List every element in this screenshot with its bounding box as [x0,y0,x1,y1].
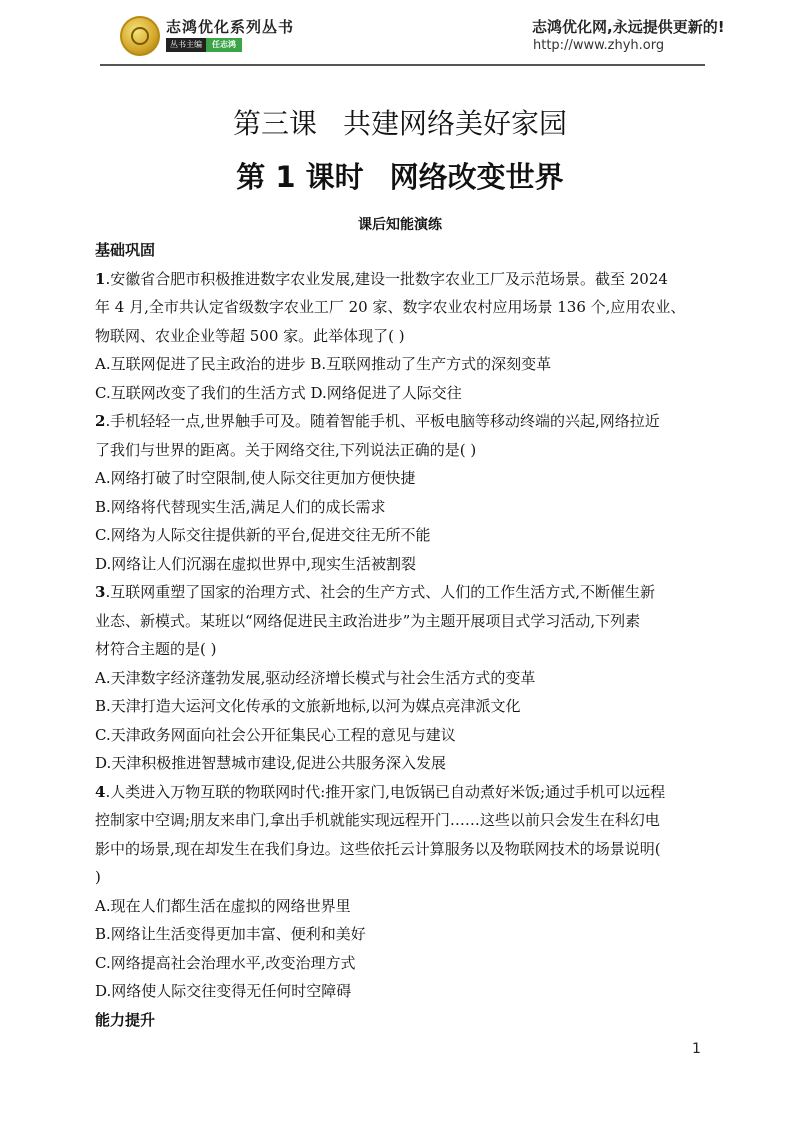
page-header [0,0,800,78]
lesson-number: 第三课 [232,107,317,140]
period-title [0,155,800,196]
question-stem-line: 年 4 月,全市共认定省级数字农业工厂 20 家、数字农业农村应用场景 136 个,应用农业、 [95,298,686,316]
question-stem-line: 材符合主题的是( ) [95,640,217,658]
answer-option: D.网络使人际交往变得无任何时空障碍 [95,982,352,1000]
question-number: 4 [95,782,106,801]
answer-option: A.互联网促进了民主政治的进步 B.互联网推动了生产方式的深刻变革 [95,355,552,373]
answer-option: B.天津打造大运河文化传承的文旅新地标,以河为媒点亮津派文化 [95,697,521,715]
answer-option: A.网络打破了时空限制,使人际交往更加方便快捷 [95,469,416,487]
page-number: 1 [692,1041,701,1057]
question-4 [95,778,710,1006]
question-stem-line: ) [95,868,101,886]
question-3 [95,578,710,778]
question-stem-line: 物联网、农业企业等超 500 家。此举体现了( ) [95,326,405,345]
answer-option: C.互联网改变了我们的生活方式 D.网络促进了人际交往 [95,383,462,402]
header-slogan: 志鸿优化网,永远提供更新的! [532,18,725,36]
question-number: 2 [95,412,106,430]
question-number: 1 [95,269,106,288]
answer-option: A.现在人们都生活在虚拟的网络世界里 [95,896,351,915]
question-stem-line: 1.安徽省合肥市积极推进数字农业发展,建设一批数字农业工厂及示范场景。截至 2024 [95,269,668,288]
answer-option: C.网络为人际交往提供新的平台,促进交往无所不能 [95,526,431,544]
lesson-name: 共建网络美好家园 [343,107,568,140]
answer-option: C.天津政务网面向社会公开征集民心工程的意见与建议 [95,725,456,744]
period-number: 第 1 课时 [236,160,364,194]
question-stem-line: 4.人类进入万物互联的物联网时代:推开家门,电饭锅已自动煮好米饭;通过手机可以远程 [95,782,666,801]
section-heading-basic: 基础巩固 [95,241,156,259]
question-2 [95,407,710,578]
question-stem-line: 控制家中空调;朋友来串门,拿出手机就能实现远程开门……这些以前只会发生在科幻电 [95,811,660,829]
series-logo-icon [120,16,160,56]
header-divider [100,64,705,66]
editor-badge [166,38,242,52]
editor-name: 任志鸿 [206,38,242,52]
exercise-section-title: 课后知能演练 [358,217,442,233]
answer-option: B.网络将代替现实生活,满足人们的成长需求 [95,497,386,516]
answer-option: C.网络提高社会治理水平,改变治理方式 [95,953,356,972]
exercise-content [95,236,710,1034]
question-stem-line: 影中的场景,现在却发生在我们身边。这些依托云计算服务以及物联网技术的场景说明( [95,839,661,858]
editor-label: 丛书主编 [166,38,206,52]
section-heading-advanced: 能力提升 [95,1010,156,1029]
question-1 [95,265,710,408]
question-number: 3 [95,583,106,601]
answer-option: D.网络让人们沉溺在虚拟世界中,现实生活被割裂 [95,554,417,573]
question-stem-line: 业态、新模式。某班以“网络促进民主政治进步”为主题开展项目式学习活动,下列素 [95,611,641,630]
answer-option: A.天津数字经济蓬勃发展,驱动经济增长模式与社会生活方式的变革 [95,668,536,687]
answer-option: B.网络让生活变得更加丰富、便利和美好 [95,925,366,943]
question-stem-line: 2.手机轻轻一点,世界触手可及。随着智能手机、平板电脑等移动终端的兴起,网络拉近 [95,412,660,430]
question-stem-line: 了我们与世界的距离。关于网络交往,下列说法正确的是( ) [95,440,477,459]
lesson-title [0,102,800,142]
period-name: 网络改变世界 [389,160,564,194]
header-url: http://www.zhyh.org [533,38,665,53]
answer-option: D.天津积极推进智慧城市建设,促进公共服务深入发展 [95,754,447,772]
series-title: 志鸿优化系列丛书 [166,18,295,36]
question-stem-line: 3.互联网重塑了国家的治理方式、社会的生产方式、人们的工作生活方式,不断催生新 [95,583,655,601]
